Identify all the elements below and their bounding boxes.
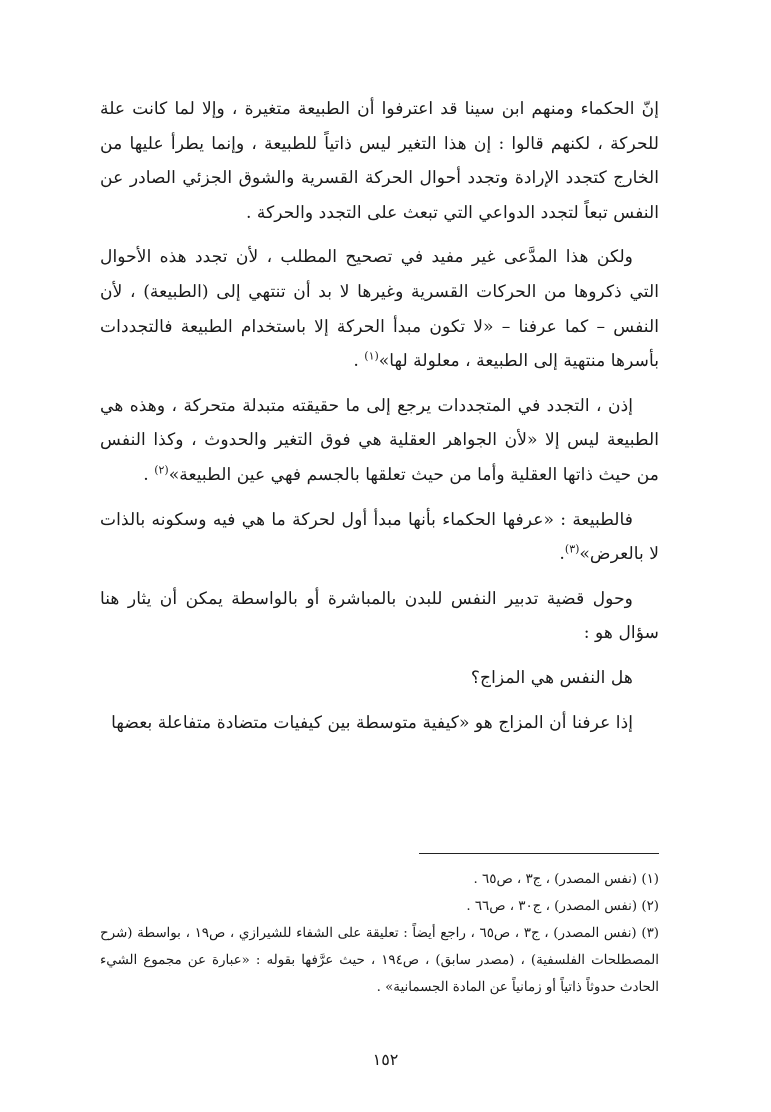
footnotes xyxy=(100,866,659,1001)
main-text xyxy=(100,92,659,750)
paragraph-5: وحول قضية تدبير النفس للبدن بالمباشرة أو بالواسطة يمكن أن يثار هنا سؤال هو : xyxy=(100,588,659,644)
paragraph-6: هل النفس هي المزاج؟ xyxy=(470,667,633,688)
footnote-ref-1: (١) xyxy=(364,349,379,363)
footnote-ref-3: (٣) xyxy=(564,542,580,556)
footnote-2: (٢) (نفس المصدر) ، ج٣٠ ، ص٦٦ . xyxy=(466,899,659,914)
footnote-3: (٣) (نفس المصدر) ، ج٣ ، ص٦٥ ، راجع أيضاً : تعليقة على الشفاء للشيرازي ، ص١٩ ، بواسطة (شرح المصطلحات الفلسفية) ، (مصدر سابق) ، ص١٩٤ ، حيث عرَّفها بقوله : «عبارة عن مجموع الشيء الحادث حدوثاً ذاتياً أو زمانياً عن المادة الجسمانية» . xyxy=(100,926,659,995)
footnote-ref-2: (٢) xyxy=(154,463,169,477)
paragraph-4: فالطبيعة : «عرفها الحكماء بأنها مبدأ أول لحركة ما هي فيه وسكونه بالذات لا بالعرض»$^{(٣)}$. xyxy=(100,509,659,565)
paragraph-3: إذن ، التجدد في المتجددات يرجع إلى ما حقيقته متبدلة متحركة ، وهذه هي الطبيعة ليس إلا «لأن الجواهر العقلية هي فوق التغير والحدوث ، وكذا النفس من حيث ذاتها العقلية وأما من حيث تعلقها بالجسم فهي عين الطبيعة»$^{(٢)}$ . xyxy=(100,395,659,485)
footnote-divider xyxy=(419,853,659,854)
paragraph-7: إذا عرفنا أن المزاج هو «كيفية متوسطة بين كيفيات متضادة متفاعلة بعضها xyxy=(111,712,633,733)
paragraph-1: إنّ الحكماء ومنهم ابن سينا قد اعترفوا أن الطبيعة متغيرة ، وإلا لما كانت علة للحركة ، لكنهم قالوا : إن هذا التغير ليس ذاتياً للطبيعة ، وإنما يطرأ عليها من الخارج كتجدد الإرادة وتجدد أحوال الحركة القسرية والشوق الجزئي الصادر عن النفس تبعاً لتجدد الدواعي التي تبعث على التجدد والحركة . xyxy=(100,99,659,223)
page-number: ١٥٢ xyxy=(372,1050,399,1069)
footnote-1: (١) (نفس المصدر) ، ج٣ ، ص٦٥ . xyxy=(473,872,659,887)
paragraph-2: ولكن هذا المدَّعى غير مفيد في تصحيح المطلب ، لأن تجدد هذه الأحوال التي ذكروها من الحركات القسرية وغيرها لا بد أن تنتهي إلى (الطبيعة) ، لأن النفس – كما عرفنا – «لا تكون مبدأ الحركة إلا باستخدام الطبيعة فالتجددات بأسرها منتهية إلى الطبيعة ، معلولة لها»$^{(١)}$ . xyxy=(100,247,659,372)
